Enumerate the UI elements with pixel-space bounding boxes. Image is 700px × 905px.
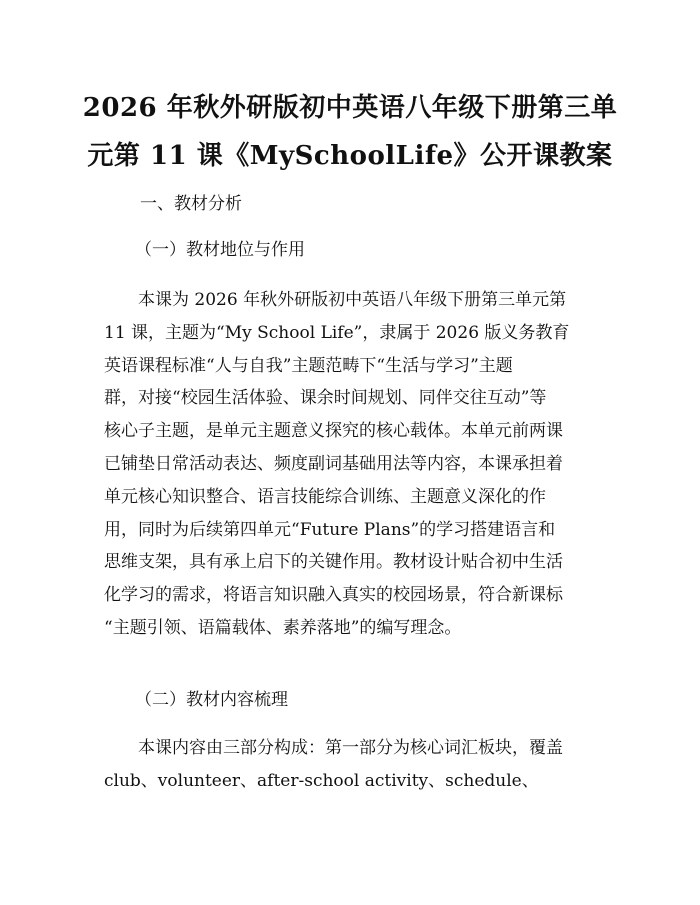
title-line-2: 元第 11 课《MySchoolLife》公开课教案 — [87, 141, 613, 171]
paragraph-line: 群，对接“校园生活体验、课余时间规划、同伴交往互动”等 — [104, 388, 547, 409]
paragraph-line: 核心子主题，是单元主题意义探究的核心载体。本单元前两课 — [104, 421, 563, 442]
paragraph-1 — [104, 284, 604, 645]
title-line-1: 2026 年秋外研版初中英语八年级下册第三单 — [82, 93, 618, 123]
paragraph-2 — [104, 732, 604, 798]
paragraph-line: 已铺垫日常活动表达、频度副词基础用法等内容，本课承担着 — [104, 453, 563, 474]
subsection-heading-1: （一）教材地位与作用 — [135, 240, 305, 260]
document-title — [80, 84, 620, 180]
paragraph-line: 单元核心知识整合、语言技能综合训练、主题意义深化的作 — [104, 486, 546, 507]
subsection-heading-2: （二）教材内容梳理 — [135, 690, 288, 710]
paragraph-line: 思维支架，具有承上启下的关键作用。教材设计贴合初中生活 — [104, 552, 563, 573]
paragraph-line: “主题引领、语篇载体、素养落地”的编写理念。 — [104, 617, 462, 638]
section-heading-1: 一、教材分析 — [140, 194, 242, 214]
paragraph-line: 英语课程标准“人与自我”主题范畴下“生活与学习”主题 — [104, 355, 513, 376]
paragraph-line: 11 课，主题为“My School Life”，隶属于 2026 版义务教育 — [104, 322, 570, 343]
paragraph-line: 用，同时为后续第四单元“Future Plans”的学习搭建语言和 — [104, 519, 556, 540]
paragraph-line: 本课为 2026 年秋外研版初中英语八年级下册第三单元第 — [104, 290, 567, 310]
paragraph-line: 化学习的需求，将语言知识融入真实的校园场景，符合新课标 — [104, 585, 563, 606]
paragraph-line: club、volunteer、after-school activity、schedule、 — [104, 770, 539, 791]
paragraph-line: 本课内容由三部分构成：第一部分为核心词汇板块，覆盖 — [104, 738, 563, 758]
